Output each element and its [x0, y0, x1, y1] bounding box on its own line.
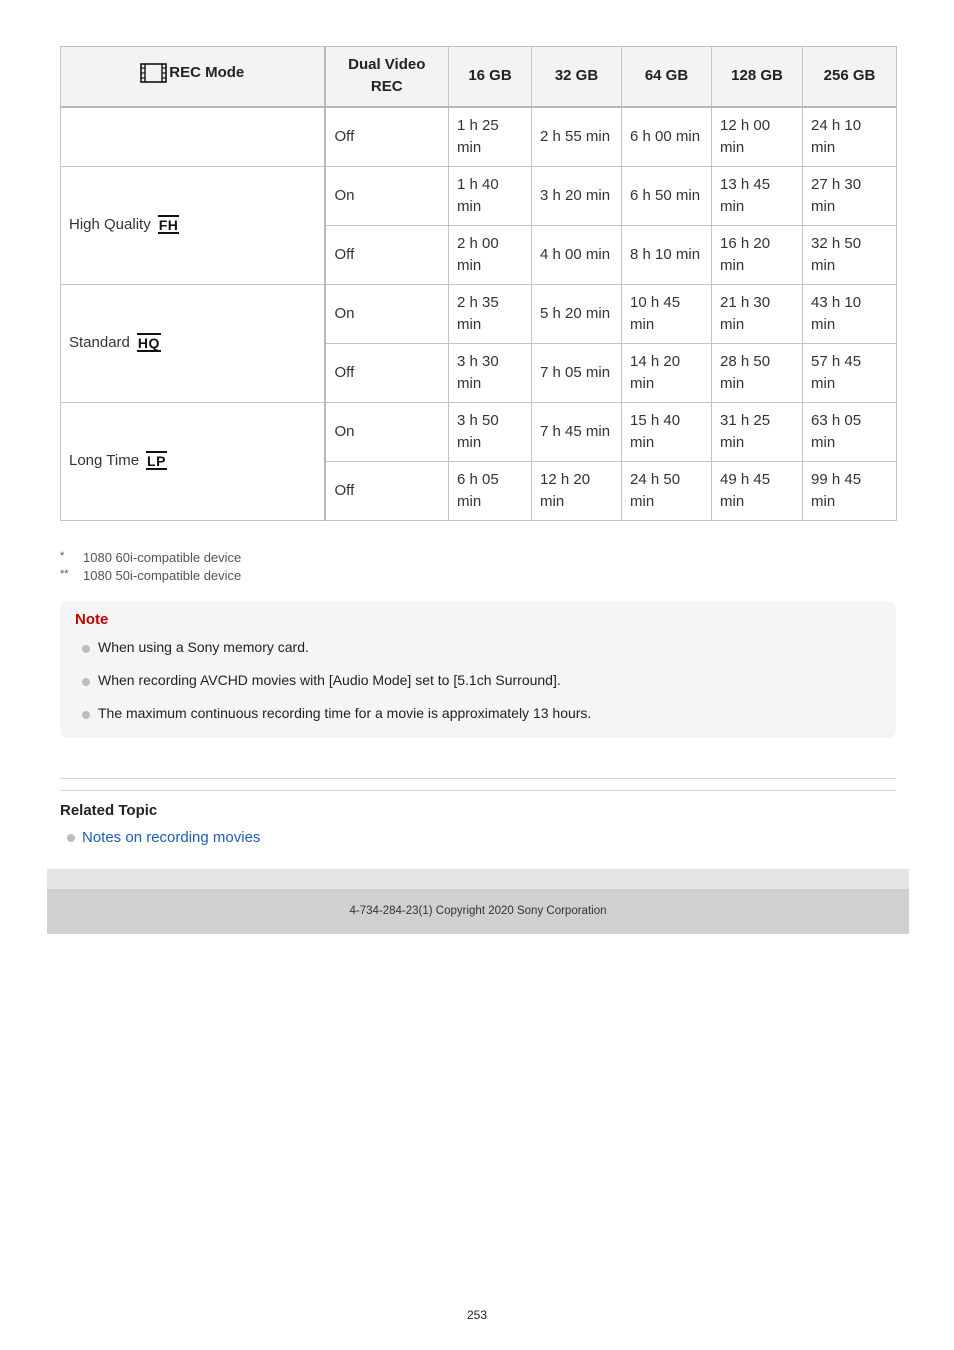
- list-item: [82, 705, 591, 738]
- header-rec-mode-label: REC Mode: [169, 64, 245, 82]
- time-cell: 13 h 45 min: [712, 166, 803, 225]
- dual-cell: On: [325, 284, 449, 343]
- time-cell: 7 h 45 min: [532, 402, 622, 461]
- time-cell: 57 h 45 min: [803, 343, 897, 402]
- table-header-row: [61, 47, 897, 107]
- mode-label: High Quality: [69, 216, 151, 233]
- time-cell: 4 h 00 min: [532, 225, 622, 284]
- time-cell: 2 h 35 min: [449, 284, 532, 343]
- mode-cell-high-quality: [61, 166, 325, 284]
- footnote-mark: *: [60, 550, 65, 562]
- fh-badge-icon: FH: [158, 217, 179, 233]
- time-cell: 24 h 10 min: [803, 107, 897, 167]
- note-item-text: When using a Sony memory card.: [98, 639, 309, 655]
- mode-label: Long Time: [69, 452, 140, 469]
- bullet-icon: [82, 678, 90, 686]
- note-title: Note: [75, 611, 109, 628]
- header-16gb: 16 GB: [449, 47, 532, 107]
- header-rec-mode: [61, 47, 325, 107]
- footnote: [60, 549, 241, 567]
- dual-cell: Off: [325, 461, 449, 520]
- hq-badge-icon: HQ: [137, 335, 160, 351]
- lp-badge-icon: LP: [147, 453, 166, 469]
- time-cell: 7 h 05 min: [532, 343, 622, 402]
- time-cell: 2 h 55 min: [532, 107, 622, 167]
- header-dual-video-rec: Dual Video REC: [325, 47, 449, 107]
- related-topic-link[interactable]: Notes on recording movies: [82, 829, 261, 846]
- table-row: [61, 166, 897, 225]
- time-cell: 31 h 25 min: [712, 402, 803, 461]
- dual-cell: Off: [325, 343, 449, 402]
- time-cell: 63 h 05 min: [803, 402, 897, 461]
- time-cell: 43 h 10 min: [803, 284, 897, 343]
- time-cell: 15 h 40 min: [622, 402, 712, 461]
- time-cell: 12 h 20 min: [532, 461, 622, 520]
- time-cell: 32 h 50 min: [803, 225, 897, 284]
- header-32gb: 32 GB: [532, 47, 622, 107]
- recording-time-table: [60, 46, 897, 521]
- time-cell: 5 h 20 min: [532, 284, 622, 343]
- footnote-text: 1080 60i-compatible device: [83, 550, 242, 565]
- time-cell: 1 h 25 min: [449, 107, 532, 167]
- mode-cell-long-time: [61, 402, 325, 520]
- dual-cell: On: [325, 166, 449, 225]
- time-cell: 3 h 30 min: [449, 343, 532, 402]
- page-number: 253: [466, 1308, 488, 1322]
- header-256gb: 256 GB: [803, 47, 897, 107]
- footer-copyright: 4-734-284-23(1) Copyright 2020 Sony Corporation: [47, 889, 909, 934]
- divider: [60, 790, 896, 791]
- mode-cell-standard: [61, 284, 325, 402]
- dual-cell: On: [325, 402, 449, 461]
- time-cell: 2 h 00 min: [449, 225, 532, 284]
- time-cell: 14 h 20 min: [622, 343, 712, 402]
- footnotes: [60, 549, 241, 585]
- footnote-text: 1080 50i-compatible device: [83, 568, 242, 583]
- time-cell: 16 h 20 min: [712, 225, 803, 284]
- note-list: [82, 639, 591, 738]
- table-row: [61, 284, 897, 343]
- time-cell: 8 h 10 min: [622, 225, 712, 284]
- time-cell: 3 h 20 min: [532, 166, 622, 225]
- header-128gb: 128 GB: [712, 47, 803, 107]
- footnote: [60, 567, 241, 585]
- time-cell: 10 h 45 min: [622, 284, 712, 343]
- time-cell: 6 h 05 min: [449, 461, 532, 520]
- footnote-mark: **: [60, 568, 69, 580]
- list-item: [82, 672, 591, 705]
- time-cell: 49 h 45 min: [712, 461, 803, 520]
- footer-band: [47, 869, 909, 889]
- time-cell: 21 h 30 min: [712, 284, 803, 343]
- related-topic-item: [67, 829, 260, 846]
- table-row: [61, 402, 897, 461]
- time-cell: 99 h 45 min: [803, 461, 897, 520]
- header-64gb: 64 GB: [622, 47, 712, 107]
- divider: [60, 778, 896, 779]
- note-box: [60, 601, 896, 738]
- note-item-text: The maximum continuous recording time for a movie is approximately 13 hours.: [98, 705, 592, 721]
- time-cell: 24 h 50 min: [622, 461, 712, 520]
- bullet-icon: [82, 711, 90, 719]
- dual-cell: Off: [325, 107, 449, 167]
- dual-cell: Off: [325, 225, 449, 284]
- bullet-icon: [67, 834, 75, 842]
- time-cell: 1 h 40 min: [449, 166, 532, 225]
- time-cell: 27 h 30 min: [803, 166, 897, 225]
- time-cell: 6 h 50 min: [622, 166, 712, 225]
- time-cell: 3 h 50 min: [449, 402, 532, 461]
- related-topic-title: Related Topic: [60, 802, 158, 819]
- time-cell: 6 h 00 min: [622, 107, 712, 167]
- bullet-icon: [82, 645, 90, 653]
- movie-film-icon: [140, 63, 167, 83]
- table-row: [61, 107, 897, 167]
- note-item-text: When recording AVCHD movies with [Audio Mode] set to [5.1ch Surround].: [98, 672, 561, 688]
- time-cell: 28 h 50 min: [712, 343, 803, 402]
- mode-label: Standard: [69, 334, 130, 351]
- list-item: [82, 639, 591, 672]
- time-cell: 12 h 00 min: [712, 107, 803, 167]
- mode-cell-empty: [61, 107, 325, 167]
